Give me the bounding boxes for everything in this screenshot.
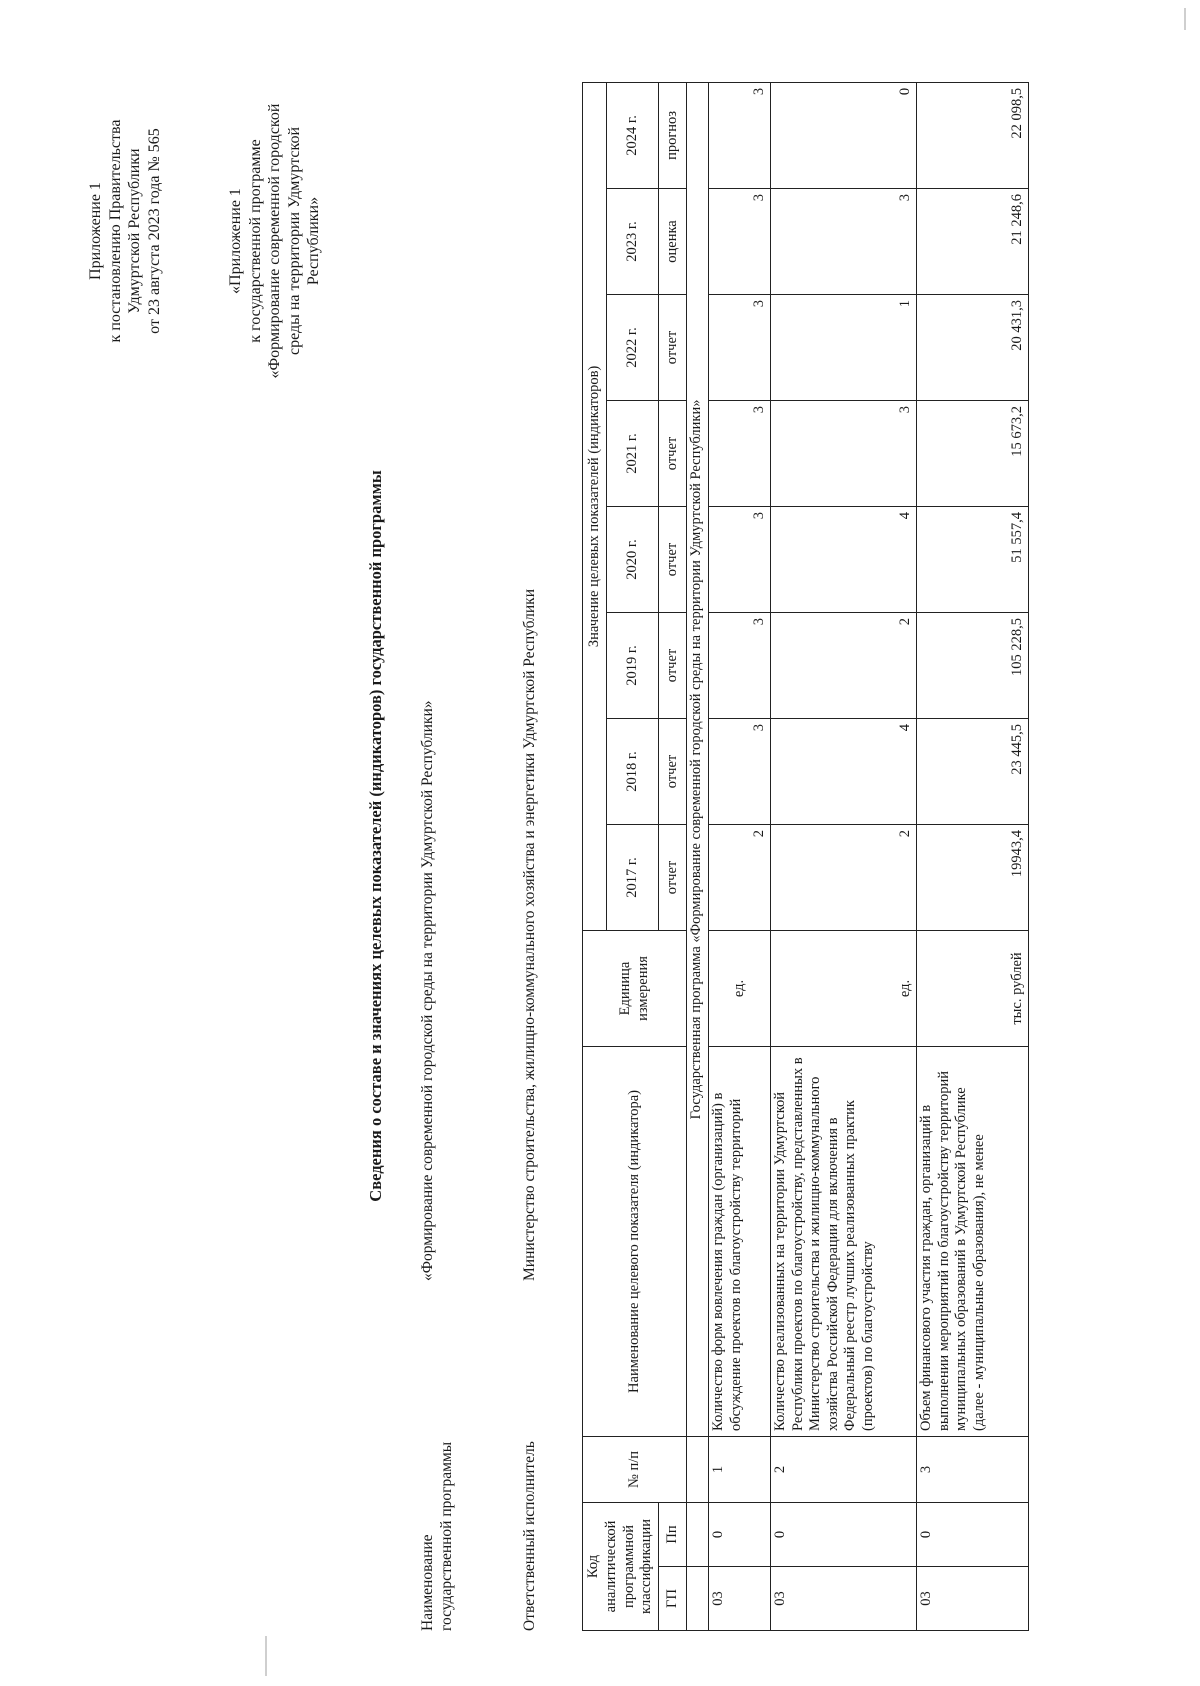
table-row: [917, 82, 1029, 1630]
cell-value: 3: [709, 294, 771, 400]
header-year: 2018 г.: [607, 718, 659, 824]
cell-value: 4: [771, 506, 917, 612]
header-year: 2017 г.: [607, 824, 659, 930]
cell-unit: ед.: [771, 930, 917, 1046]
appendix-program-line: Республики»: [305, 196, 322, 286]
cell-value: 21 248,6: [917, 188, 1029, 294]
header-status: прогноз: [659, 82, 687, 188]
header-pp: Пп: [659, 1502, 687, 1566]
cell-value: 3: [771, 400, 917, 506]
program-name-label: Наименование государственной программы: [419, 1441, 455, 1631]
cell-value: 4: [771, 718, 917, 824]
cell-gp: 03: [917, 1567, 1029, 1631]
cell-gp: 03: [771, 1567, 917, 1631]
cell-num: 3: [917, 1436, 1029, 1502]
cell-value: 3: [709, 82, 771, 188]
header-status: отчет: [659, 612, 687, 718]
cell-value: 3: [709, 400, 771, 506]
appendix-program-line: «Формирование современной городской: [266, 103, 283, 379]
cell-value: 105 228,5: [917, 612, 1029, 718]
cell-value: 2: [771, 824, 917, 930]
header-year: 2021 г.: [607, 400, 659, 506]
cell-value: 3: [709, 506, 771, 612]
header-year: 2020 г.: [607, 506, 659, 612]
header-year: 2023 г.: [607, 188, 659, 294]
appendix-line: к постановлению Правительства: [106, 119, 124, 343]
appendix-program-line: к государственной программе: [246, 139, 264, 343]
header-status: отчет: [659, 294, 687, 400]
cell-unit: тыс. рублей: [917, 930, 1029, 1046]
cell-value: 22 098,5: [917, 82, 1029, 188]
cell-unit: ед.: [709, 930, 771, 1046]
appendix-line: Приложение 1: [87, 182, 104, 280]
cell-pp: 0: [917, 1502, 1029, 1566]
appendix-block: [86, 66, 164, 396]
cell-name: Количество форм вовлечения граждан (организаций) в обсуждение проектов по благоустройству территорий: [709, 1046, 771, 1436]
cell-value: 1: [771, 294, 917, 400]
cell-value: 0: [771, 82, 917, 188]
appendix-program-line: среды на территории Удмуртской: [285, 126, 303, 356]
program-name-value: «Формирование современной городской среды на территории Удмуртской Республики»: [419, 700, 436, 1281]
cell-pp: 0: [771, 1502, 917, 1566]
header-status: отчет: [659, 824, 687, 930]
header-year: 2024 г.: [607, 82, 659, 188]
cell-name: Объем финансового участия граждан, организаций в выполнении мероприятий по благоустройству территорий муниципальных образований в Удмуртской Республике (далее - муниципальные образования), не менее: [917, 1046, 1029, 1436]
section-title: Государственная программа «Формирование современной городской среды на территории Удмуртской Республики»: [687, 82, 709, 1436]
appendix-line: от 23 августа 2023 года № 565: [145, 128, 163, 334]
cell-value: 20 431,3: [917, 294, 1029, 400]
header-status: отчет: [659, 506, 687, 612]
cell-value: 2: [771, 612, 917, 718]
executor-label: Ответственный исполнитель: [521, 1441, 538, 1631]
header-code: Код аналитической программной классификации: [583, 1502, 659, 1630]
cell-value: 3: [709, 718, 771, 824]
cell-value: 3: [771, 188, 917, 294]
header-status: оценка: [659, 188, 687, 294]
cell-num: 2: [771, 1436, 917, 1502]
header-gp: ГП: [659, 1567, 687, 1631]
section-row: [687, 82, 709, 1630]
cell-name: Количество реализованных на территории Удмуртской Республики проектов по благоустройству, представленных в Министерство строительства и жилищно-коммунального хозяйства Российской Федерации для включения в Федеральный реестр лучших реализованных практик (проектов) по благоустройству: [771, 1046, 917, 1436]
header-status: отчет: [659, 718, 687, 824]
table-row: [709, 82, 771, 1630]
cell-value: 19943,4: [917, 824, 1029, 930]
table-row: [771, 82, 917, 1630]
document-title: Сведения о составе и значениях целевых показателей (индикаторов) государственной программы: [366, 470, 385, 1202]
header-year: 2019 г.: [607, 612, 659, 718]
cell-value: 15 673,2: [917, 400, 1029, 506]
indicators-table: [582, 82, 1029, 1631]
header-values: Значение целевых показателей (индикаторов): [583, 82, 607, 930]
header-unit: Единица измерения: [583, 930, 687, 1046]
appendix-program-block: [226, 36, 324, 446]
cell-pp: 0: [709, 1502, 771, 1566]
appendix-line: Удмуртской Республики: [126, 148, 143, 314]
appendix-program-line: «Приложение 1: [227, 188, 244, 294]
header-status: отчет: [659, 400, 687, 506]
cell-value: 51 557,4: [917, 506, 1029, 612]
header-num: № п/п: [583, 1436, 687, 1502]
cell-value: 3: [709, 612, 771, 718]
cell-num: 1: [709, 1436, 771, 1502]
cell-value: 23 445,5: [917, 718, 1029, 824]
cell-value: 3: [709, 188, 771, 294]
header-year: 2022 г.: [607, 294, 659, 400]
header-name: Наименование целевого показателя (индикатора): [583, 1046, 687, 1436]
executor-value: Министерство строительства, жилищно-коммунального хозяйства и энергетики Удмуртской Республики: [521, 588, 538, 1281]
cell-value: 2: [709, 824, 771, 930]
cell-gp: 03: [709, 1567, 771, 1631]
